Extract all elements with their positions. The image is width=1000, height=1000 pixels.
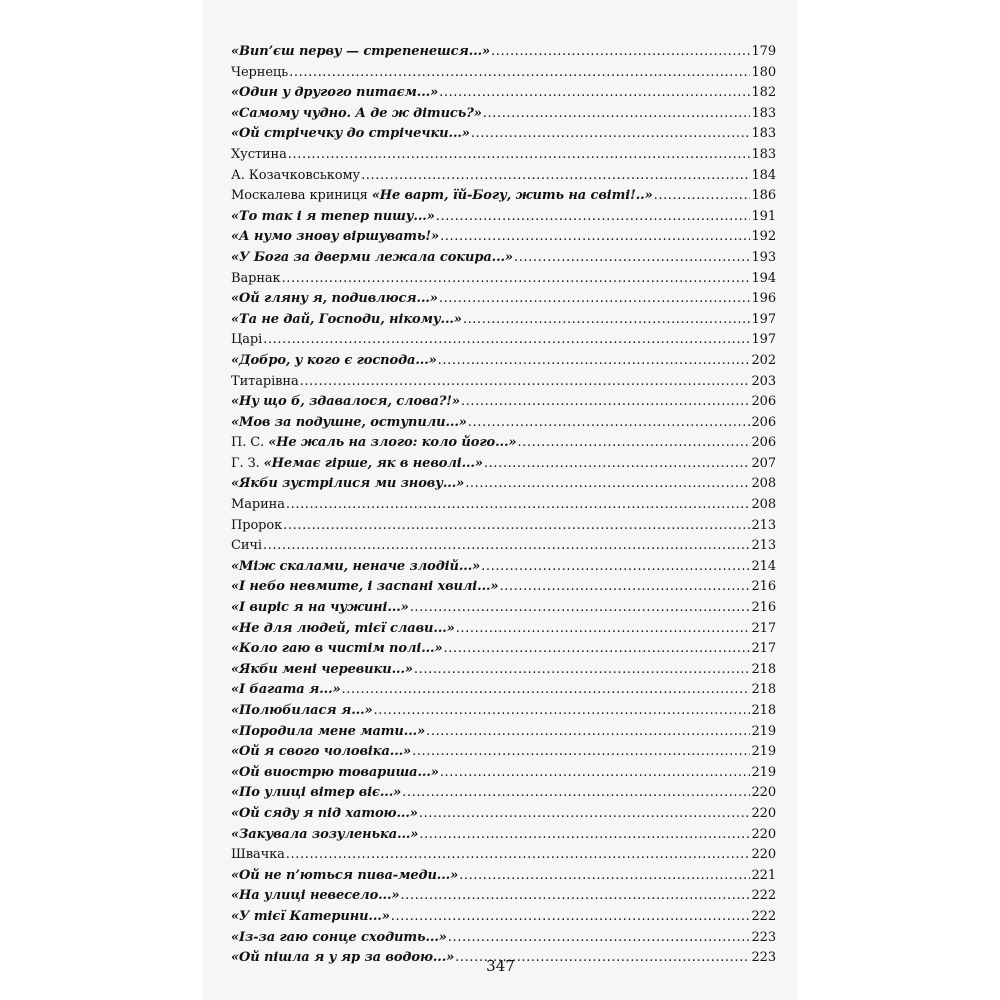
toc-entry-page: 219 [751,764,776,780]
dot-leader [436,207,751,228]
toc-entry-title: «Ну що б, здавалося, слова?!» [231,394,460,410]
dot-leader [483,104,751,125]
toc-entry-title: «Із-за гаю сонце сходить...» [231,929,447,945]
toc-entry [231,763,776,784]
toc-entry [231,124,776,145]
toc-entry-title: Царі [231,332,263,348]
dot-leader [499,577,750,598]
toc-entry-title: «Закувала зозуленька...» [231,826,419,842]
toc-entry-page: 222 [751,908,776,924]
toc-entry-page: 208 [751,497,776,513]
toc-entry [231,351,776,372]
toc-entry-title: «Не жаль на злого: коло його...» [268,435,517,451]
toc-entry-page: 220 [751,805,776,821]
dot-leader [426,722,750,743]
dot-leader [283,516,750,537]
toc-entry-page: 197 [751,311,776,327]
toc-entry [231,742,776,763]
toc-entry-page: 186 [751,188,776,204]
dot-leader [412,742,750,763]
toc-entry-page: 217 [751,620,776,636]
dot-leader [361,166,750,187]
toc-entry [231,536,776,557]
toc-entry-page: 221 [751,867,776,883]
dot-leader [514,248,751,269]
toc-entry-page: 206 [751,435,776,451]
toc-entry-page: 203 [751,373,776,389]
dot-leader [654,186,751,207]
dot-leader [459,866,750,887]
toc-entry-title: Пророк [231,517,283,533]
dot-leader [465,474,750,495]
dot-leader [463,310,751,331]
toc-entry [231,269,776,290]
toc-entry [231,907,776,928]
dot-leader [263,536,751,557]
page-number: 347 [486,957,515,975]
toc-entry [231,474,776,495]
toc-entry-page: 207 [751,455,776,471]
toc-entry-title: «У тієї Катерини...» [231,908,390,924]
toc-entry [231,825,776,846]
dot-leader [286,495,751,516]
toc-entry [231,639,776,660]
toc-entry [231,413,776,434]
toc-entry-page: 218 [751,661,776,677]
toc-entry-page: 222 [751,888,776,904]
toc-entry [231,701,776,722]
toc-entry-page: 206 [751,394,776,410]
dot-leader [440,227,750,248]
toc-entry-title: «Вип’єш перву — стрепенешся...» [231,44,491,59]
toc-entry [231,166,776,187]
toc-entry-title: «На улиці невесело...» [231,888,400,904]
toc-entry [231,83,776,104]
toc-entry-page: 184 [751,167,776,183]
table-of-contents [231,42,776,969]
toc-entry-page: 216 [751,579,776,595]
toc-entry [231,804,776,825]
toc-entry [231,680,776,701]
toc-entry-page: 197 [751,332,776,348]
toc-entry-page: 202 [751,352,776,368]
dot-leader [288,145,751,166]
toc-entry [231,433,776,454]
toc-entry-title: «Та не дай, Господи, нікому...» [231,311,462,327]
toc-entry-page: 193 [751,249,776,265]
toc-entry-title: «Якби зустрілися ми знову...» [231,476,465,492]
toc-entry [231,372,776,393]
toc-entry-page: 183 [751,126,776,142]
toc-entry [231,619,776,640]
toc-entry-title: «І багата я...» [231,682,341,698]
toc-entry-title: «Ой я свого чоловіка...» [231,744,412,760]
toc-entry [231,186,776,207]
dot-leader [419,804,751,825]
toc-entry-page: 208 [751,476,776,492]
dot-leader [491,42,750,63]
toc-entry [231,104,776,125]
toc-entry-page: 218 [751,682,776,698]
toc-entry-title: «І небо невмите, і заспані хвилі...» [231,579,499,595]
dot-leader [300,372,751,393]
toc-entry-title: «Немає гірше, як в неволі...» [263,455,483,471]
toc-entry-title: «По улиці вітер віє...» [231,785,402,801]
dot-leader [456,619,751,640]
toc-entry-title: «Якби мені черевики...» [231,661,413,677]
dot-leader [461,392,751,413]
dot-leader [286,845,751,866]
toc-entry-page: 196 [751,291,776,307]
toc-entry-page: 223 [751,950,776,966]
toc-entry [231,63,776,84]
toc-entry [231,227,776,248]
toc-entry [231,207,776,228]
toc-entry-title: Чернець [231,64,289,80]
toc-entry-title: «Ой гляну я, подивлюся...» [231,291,438,307]
toc-entry-title: «А нумо знову віршувать!» [231,229,440,245]
toc-entry-title: «Самому чудно. А де ж дітись?» [231,105,482,121]
toc-entry [231,866,776,887]
dot-leader [484,454,751,475]
toc-entry [231,516,776,537]
book-page [203,0,798,1000]
toc-entry-title: Титарівна [231,373,299,389]
toc-entry-title: «Між скалами, неначе злодій...» [231,558,481,574]
toc-entry-page: 220 [751,826,776,842]
toc-entry-page: 213 [751,538,776,554]
toc-entry-page: 206 [751,414,776,430]
toc-entry [231,145,776,166]
dot-leader [471,124,751,145]
toc-entry-page: 220 [751,847,776,863]
dot-leader [391,907,751,928]
toc-entry [231,886,776,907]
toc-entry-prefix: П. С. [231,435,265,451]
dot-leader [481,557,750,578]
toc-entry-page: 219 [751,723,776,739]
toc-entry-title: «Коло гаю в чистім полі...» [231,641,443,657]
dot-leader [263,330,750,351]
toc-entry-page: 223 [751,929,776,945]
toc-entry [231,722,776,743]
toc-entry-page: 192 [751,229,776,245]
toc-entry-page: 214 [751,558,776,574]
toc-entry-title: А. Козачковському [231,167,361,183]
toc-entry-title: «Ой сяду я під хатою...» [231,805,418,821]
toc-entry-prefix: Москалева криниця [231,188,368,204]
dot-leader [374,701,751,722]
toc-entry [231,598,776,619]
toc-entry [231,454,776,475]
toc-entry-page: 213 [751,517,776,533]
toc-entry [231,495,776,516]
toc-entry [231,330,776,351]
toc-entry-title: «Не для людей, тієї слави...» [231,620,455,636]
toc-entry [231,783,776,804]
toc-entry-title: «Ой не п’ються пива-меди...» [231,867,459,883]
toc-entry-title: «Мов за подушне, оступили...» [231,414,467,430]
dot-leader [282,269,751,290]
toc-entry-title: «Полюбилася я...» [231,703,373,718]
toc-entry-page: 182 [751,85,776,101]
toc-entry-title: Хустина [231,146,287,162]
dot-leader [439,289,751,310]
toc-entry-page: 219 [751,744,776,760]
dot-leader [410,598,751,619]
toc-entry [231,928,776,949]
toc-entry-title: «Ой стрічечку до стрічечки...» [231,126,470,142]
toc-entry [231,392,776,413]
toc-entry-title: «У Бога за дверми лежала сокира...» [231,249,513,265]
toc-entry-title: «Не варт, їй-Богу, жить на світі!..» [371,188,653,204]
toc-entry-title: «Породила мене мати...» [231,723,426,739]
toc-entry-title: «І виріс я на чужині...» [231,600,409,616]
toc-entry [231,248,776,269]
toc-entry-page: 216 [751,600,776,616]
toc-entry [231,557,776,578]
toc-entry-page: 217 [751,641,776,657]
toc-entry-page: 179 [751,44,776,59]
dot-leader [342,680,751,701]
toc-entry-page: 183 [751,146,776,162]
dot-leader [402,783,750,804]
toc-entry-title: «Один у другого питаєм...» [231,85,439,101]
dot-leader [438,351,751,372]
toc-entry-page: 191 [751,208,776,224]
toc-entry-page: 183 [751,105,776,121]
dot-leader [440,763,751,784]
toc-entry-title: «То так і я тепер пишу...» [231,208,435,224]
toc-entry-title: «Ой виострю товариша...» [231,764,439,780]
toc-entry [231,310,776,331]
toc-entry [231,660,776,681]
dot-leader [517,433,750,454]
dot-leader [444,639,751,660]
toc-entry-title: Марина [231,497,285,513]
toc-entry-prefix: Г. З. [231,455,260,471]
toc-entry-title: Швачка [231,847,285,863]
toc-entry-title: Варнак [231,270,281,286]
toc-entry [231,42,776,63]
toc-entry [231,289,776,310]
toc-entry-page: 220 [751,785,776,801]
dot-leader [414,660,751,681]
toc-entry-page: 180 [751,64,776,80]
dot-leader [439,83,750,104]
toc-entry-page: 218 [751,703,776,718]
toc-entry [231,577,776,598]
dot-leader [468,413,751,434]
toc-entry-page: 194 [751,270,776,286]
dot-leader [289,63,750,84]
dot-leader [400,886,750,907]
dot-leader [419,825,750,846]
dot-leader [448,928,751,949]
toc-entry-title: «Ой пішла я у яр за водою...» [231,950,455,966]
toc-entry-title: «Добро, у кого є господа...» [231,352,437,368]
toc-entry [231,845,776,866]
toc-entry-title: Сичі [231,538,262,554]
